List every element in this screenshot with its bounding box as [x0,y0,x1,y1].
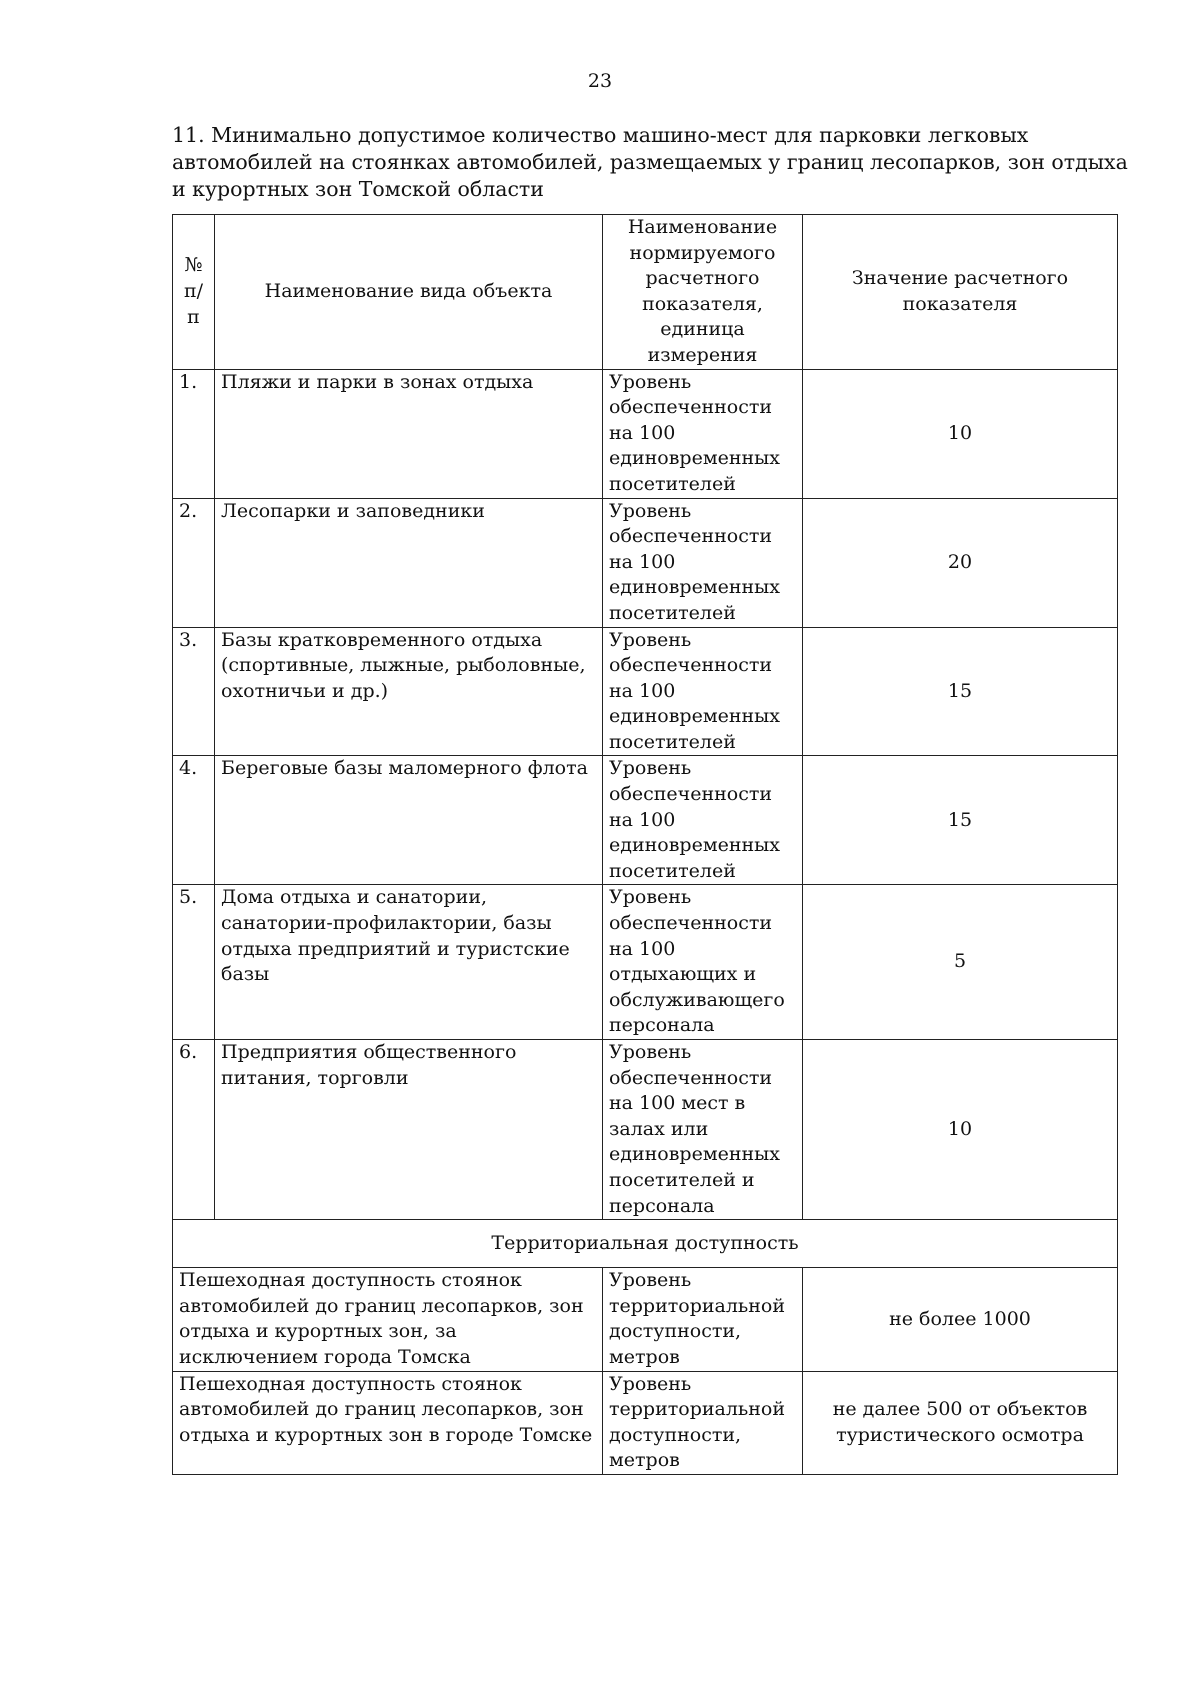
section-title: Территориальная доступность [173,1220,1118,1268]
table-row [173,1040,1118,1220]
header-value: Значение расчетного показателя [803,215,1118,370]
table-row [173,369,1118,498]
row-name: Береговые базы маломерного флота [215,756,603,885]
table-row [173,498,1118,627]
access-row-indicator: Уровень территориальной доступности, метров [603,1371,803,1474]
row-num: 5. [173,885,215,1040]
access-row-name: Пешеходная доступность стоянок автомобилей до границ лесопарков, зон отдыха и курортных зон, за исключением города Томска [173,1268,603,1371]
row-value: 10 [803,369,1118,498]
row-indicator: Уровень обеспеченности на 100 единовременных посетителей [603,627,803,756]
page-number: 23 [587,70,613,92]
header-num: № п/п [173,215,215,370]
access-row-value: не далее 500 от объектов туристического осмотра [803,1371,1118,1474]
row-name: Лесопарки и заповедники [215,498,603,627]
row-value: 20 [803,498,1118,627]
header-name: Наименование вида объекта [215,215,603,370]
row-num: 1. [173,369,215,498]
row-num: 3. [173,627,215,756]
row-indicator: Уровень обеспеченности на 100 мест в залах или единовременных посетителей и персонала [603,1040,803,1220]
header-indicator: Наименование нормируемого расчетного показателя, единица измерения [603,215,803,370]
row-indicator: Уровень обеспеченности на 100 единовременных посетителей [603,369,803,498]
table-row [173,1268,1118,1371]
table-row [173,756,1118,885]
table-row [173,1371,1118,1474]
row-name: Дома отдыха и санатории, санатории-профилактории, базы отдыха предприятий и туристские базы [215,885,603,1040]
table-header-row [173,215,1118,370]
access-row-value: не более 1000 [803,1268,1118,1371]
section-row [173,1220,1118,1268]
row-indicator: Уровень обеспеченности на 100 единовременных посетителей [603,756,803,885]
row-num: 2. [173,498,215,627]
row-value: 15 [803,627,1118,756]
section-heading: 11. Минимально допустимое количество машино-мест для парковки легковых автомобилей на стоянках автомобилей, размещаемых у границ лесопарков, зон отдыха и курортных зон Томской области [172,123,1128,201]
row-value: 5 [803,885,1118,1040]
row-value: 15 [803,756,1118,885]
row-num: 6. [173,1040,215,1220]
access-row-indicator: Уровень территориальной доступности, метров [603,1268,803,1371]
row-num: 4. [173,756,215,885]
row-name: Пляжи и парки в зонах отдыха [215,369,603,498]
table-row [173,885,1118,1040]
row-indicator: Уровень обеспеченности на 100 отдыхающих и обслуживающего персонала [603,885,803,1040]
parking-norms-table [172,214,1118,1475]
row-name: Предприятия общественного питания, торговли [215,1040,603,1220]
row-value: 10 [803,1040,1118,1220]
table-row [173,627,1118,756]
row-indicator: Уровень обеспеченности на 100 единовременных посетителей [603,498,803,627]
row-name: Базы кратковременного отдыха (спортивные, лыжные, рыболовные, охотничьи и др.) [215,627,603,756]
access-row-name: Пешеходная доступность стоянок автомобилей до границ лесопарков, зон отдыха и курортных зон в городе Томске [173,1371,603,1474]
